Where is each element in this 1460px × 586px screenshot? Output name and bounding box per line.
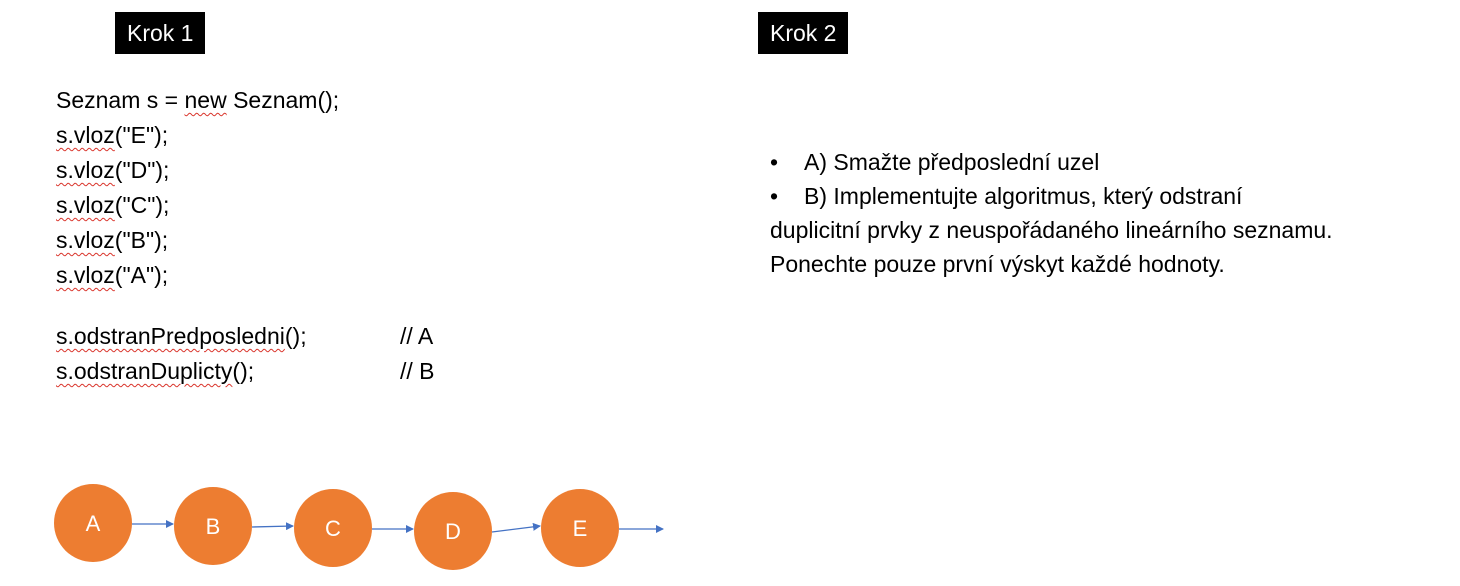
code-text: (); <box>284 323 307 349</box>
code-method: s.vloz <box>56 227 115 253</box>
list-node-label: E <box>572 516 588 541</box>
bullet-icon: • <box>770 149 779 175</box>
code-line <box>56 319 434 354</box>
code-text: ("A"); <box>114 262 169 288</box>
code-line <box>56 153 339 188</box>
list-node-label: D <box>445 519 461 544</box>
next-pointer-arrow <box>252 526 293 527</box>
code-spacer <box>56 293 339 319</box>
task-item <box>770 145 1450 179</box>
code-method: s.vloz <box>56 192 115 218</box>
code-text: Seznam s = <box>56 87 185 113</box>
step-1-badge: Krok 1 <box>115 12 205 54</box>
linked-list-diagram <box>0 470 700 586</box>
code-method: s.odstranPredposledni <box>56 323 285 349</box>
code-text: ("D"); <box>114 157 170 183</box>
task-continuation: Ponechte pouze první výskyt každé hodnoty. <box>770 251 1225 277</box>
list-node-label: B <box>205 514 221 539</box>
step-2-badge: Krok 2 <box>758 12 848 54</box>
next-pointer-arrow <box>492 526 540 532</box>
task-list <box>770 145 1450 281</box>
bullet-icon: • <box>770 183 779 209</box>
task-item <box>770 179 1450 213</box>
code-line <box>56 223 339 258</box>
list-node-label: A <box>85 511 101 536</box>
code-method: s.odstranDuplicty <box>56 358 233 384</box>
code-text: Seznam(); <box>226 87 340 113</box>
code-line <box>56 118 339 153</box>
code-method: s.vloz <box>56 122 115 148</box>
task-continuation: duplicitní prvky z neuspořádaného lineárního seznamu. <box>770 217 1333 243</box>
code-text: (); <box>232 358 255 384</box>
code-line <box>56 83 339 118</box>
code-line <box>56 354 435 389</box>
code-line <box>56 188 339 223</box>
code-method: s.vloz <box>56 157 115 183</box>
code-comment: // A <box>400 323 434 349</box>
code-block <box>56 83 435 389</box>
code-keyword: new <box>184 87 227 113</box>
code-line <box>56 258 339 293</box>
code-text: ("C"); <box>114 192 170 218</box>
code-text: ("B"); <box>114 227 169 253</box>
code-text: ("E"); <box>114 122 169 148</box>
task-text: A) Smažte předposlední uzel <box>804 149 1100 175</box>
task-text: B) Implementujte algoritmus, který odstraní <box>804 183 1243 209</box>
code-method: s.vloz <box>56 262 115 288</box>
list-node-label: C <box>325 516 341 541</box>
code-comment: // B <box>400 358 435 384</box>
